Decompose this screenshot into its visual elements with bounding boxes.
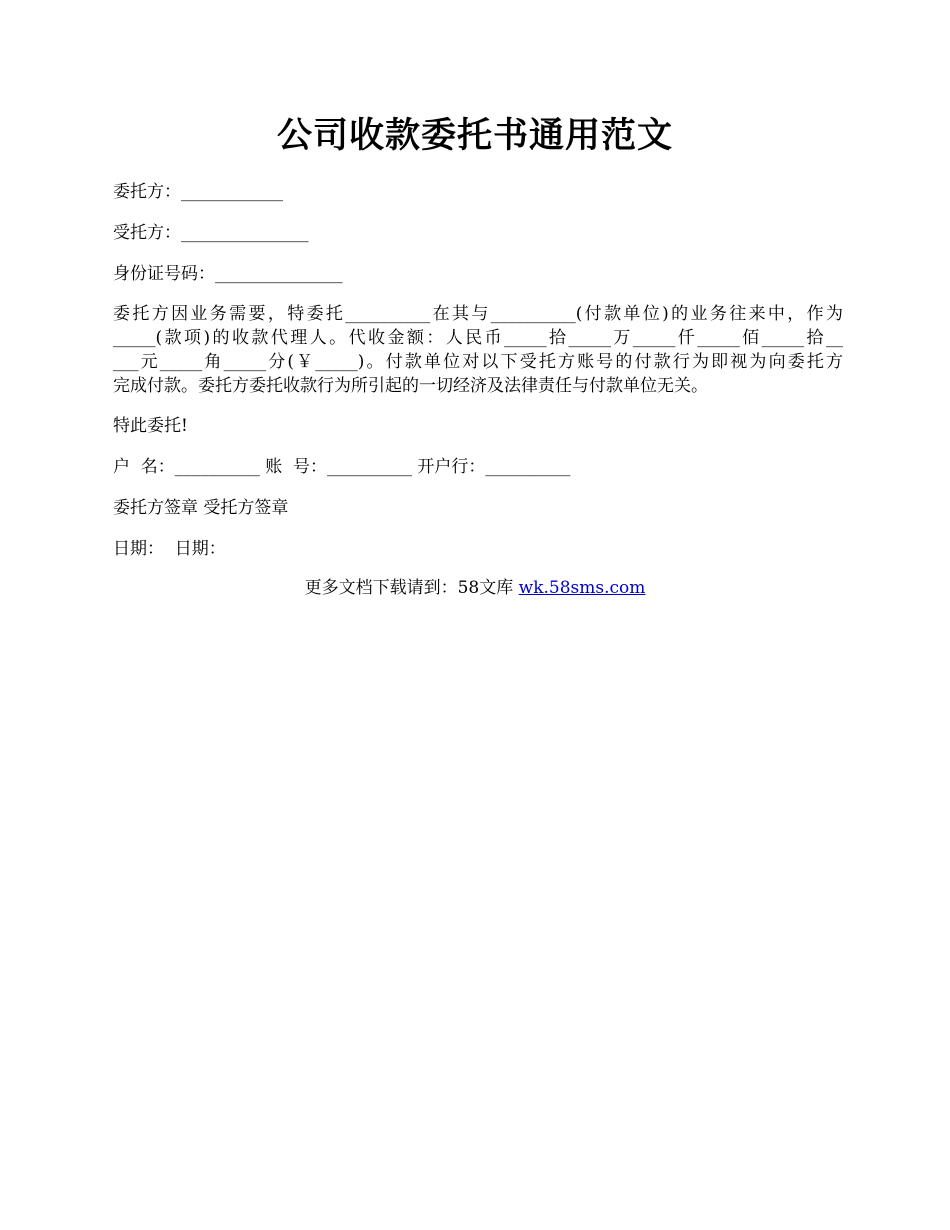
id-number-line: 身份证号码：_______________ bbox=[113, 264, 343, 284]
body-line: 完成付款。委托方委托收款行为所引起的一切经济及法律责任与付款单位无关。 bbox=[113, 376, 708, 396]
closing-line: 特此委托! bbox=[113, 416, 188, 436]
body-line: 委托方因业务需要，特委托__________在其与__________(付款单位)的业务往来中，作为 bbox=[113, 304, 843, 324]
agent-line: 受托方：_______________ bbox=[113, 223, 309, 243]
body-line: ___元_____角_____分(￥_____)。付款单位对以下受托方账号的付款行为即视为向委托方 bbox=[113, 352, 843, 372]
body-paragraph bbox=[113, 302, 843, 398]
signature-line: 委托方签章 受托方签章 bbox=[113, 498, 289, 518]
document-title: 公司收款委托书通用范文 bbox=[276, 115, 673, 156]
footer-text: 更多文档下载请到：58文库 bbox=[304, 578, 519, 598]
principal-line: 委托方：____________ bbox=[113, 182, 283, 202]
account-line: 户 名：__________ 账 号：__________ 开户行：__________ bbox=[113, 457, 571, 477]
date-line: 日期： 日期： bbox=[113, 539, 226, 559]
footer-link[interactable]: wk.58sms.com bbox=[518, 578, 646, 598]
footer bbox=[0, 576, 950, 600]
body-line: _____(款项)的收款代理人。代收金额：人民币_____拾_____万_____仟_____佰_____拾__ bbox=[113, 328, 843, 348]
